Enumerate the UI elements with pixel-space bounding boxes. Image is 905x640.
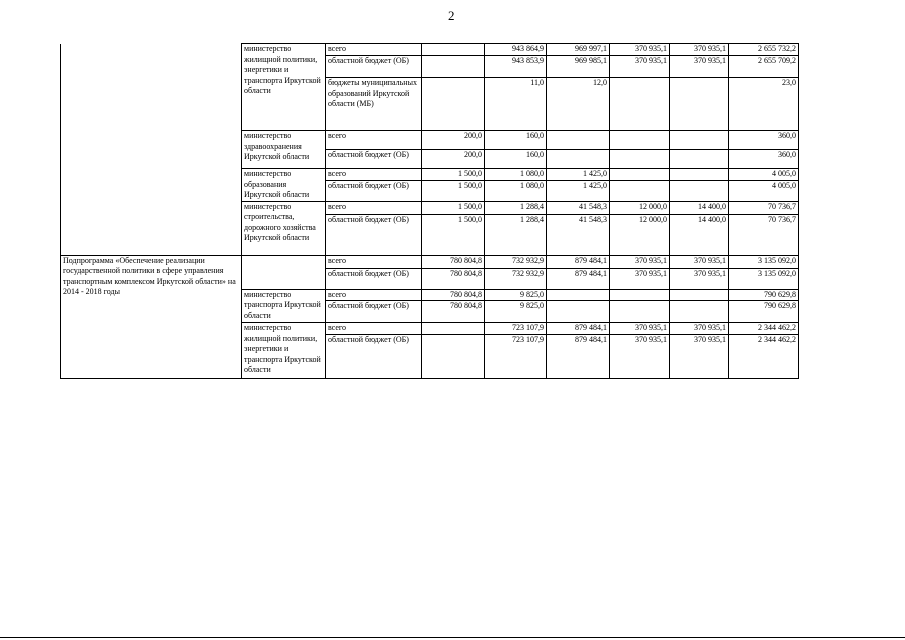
funding-source-cell: всего <box>326 44 422 56</box>
amount-cell: 1 080,0 <box>485 180 547 201</box>
amount-cell: 370 935,1 <box>610 268 670 289</box>
amount-cell: 370 935,1 <box>610 56 670 78</box>
amount-cell: 370 935,1 <box>610 255 670 268</box>
amount-cell <box>547 289 610 301</box>
amount-cell: 1 500,0 <box>422 169 485 181</box>
amount-cell: 12,0 <box>547 78 610 131</box>
page-bottom-border <box>0 637 905 638</box>
amount-cell: 200,0 <box>422 131 485 150</box>
amount-cell: 370 935,1 <box>670 44 729 56</box>
amount-cell: 41 548,3 <box>547 201 610 214</box>
funding-source-cell: областной бюджет (ОБ) <box>326 301 422 323</box>
amount-cell: 879 484,1 <box>547 268 610 289</box>
amount-cell <box>422 44 485 56</box>
amount-cell: 200,0 <box>422 150 485 169</box>
amount-cell: 11,0 <box>485 78 547 131</box>
amount-cell: 4 005,0 <box>729 180 799 201</box>
amount-cell: 790 629,8 <box>729 289 799 301</box>
amount-cell: 3 135 092,0 <box>729 268 799 289</box>
amount-cell: 370 935,1 <box>610 44 670 56</box>
program-name-cell <box>61 44 242 256</box>
amount-cell <box>670 301 729 323</box>
funding-source-cell: всего <box>326 255 422 268</box>
amount-cell <box>670 150 729 169</box>
agency-cell: министерство транспорта Иркутской области <box>242 289 326 323</box>
amount-cell: 23,0 <box>729 78 799 131</box>
amount-cell <box>610 180 670 201</box>
amount-cell: 1 500,0 <box>422 214 485 255</box>
amount-cell: 1 288,4 <box>485 201 547 214</box>
amount-cell: 969 985,1 <box>547 56 610 78</box>
agency-cell <box>242 255 326 289</box>
funding-source-cell: областной бюджет (ОБ) <box>326 56 422 78</box>
amount-cell: 2 655 732,2 <box>729 44 799 56</box>
amount-cell <box>422 56 485 78</box>
amount-cell: 360,0 <box>729 150 799 169</box>
amount-cell <box>610 131 670 150</box>
amount-cell <box>610 289 670 301</box>
amount-cell <box>670 78 729 131</box>
funding-source-cell: бюджеты муниципальных образований Иркутской области (МБ) <box>326 78 422 131</box>
agency-cell: министерство строительства, дорожного хозяйства Иркутской области <box>242 201 326 255</box>
funding-source-cell: областной бюджет (ОБ) <box>326 334 422 378</box>
funding-source-cell: всего <box>326 201 422 214</box>
amount-cell: 370 935,1 <box>670 323 729 335</box>
amount-cell: 2 344 462,2 <box>729 323 799 335</box>
amount-cell <box>547 150 610 169</box>
amount-cell: 9 825,0 <box>485 289 547 301</box>
amount-cell: 780 804,8 <box>422 255 485 268</box>
amount-cell: 780 804,8 <box>422 289 485 301</box>
amount-cell: 70 736,7 <box>729 214 799 255</box>
amount-cell: 14 400,0 <box>670 201 729 214</box>
amount-cell: 943 853,9 <box>485 56 547 78</box>
amount-cell: 70 736,7 <box>729 201 799 214</box>
funding-source-cell: областной бюджет (ОБ) <box>326 268 422 289</box>
amount-cell: 879 484,1 <box>547 255 610 268</box>
funding-source-cell: всего <box>326 323 422 335</box>
amount-cell: 370 935,1 <box>610 334 670 378</box>
amount-cell: 160,0 <box>485 131 547 150</box>
amount-cell: 723 107,9 <box>485 334 547 378</box>
amount-cell: 790 629,8 <box>729 301 799 323</box>
amount-cell: 370 935,1 <box>670 56 729 78</box>
page-number: 2 <box>448 8 455 23</box>
amount-cell <box>670 289 729 301</box>
amount-cell <box>547 131 610 150</box>
table-row <box>61 255 799 268</box>
amount-cell <box>670 169 729 181</box>
amount-cell: 969 997,1 <box>547 44 610 56</box>
amount-cell <box>610 169 670 181</box>
amount-cell: 1 500,0 <box>422 201 485 214</box>
amount-cell: 9 825,0 <box>485 301 547 323</box>
agency-cell: министерство здравоохранения Иркутской области <box>242 131 326 169</box>
amount-cell: 723 107,9 <box>485 323 547 335</box>
agency-cell: министерство образования Иркутской области <box>242 169 326 202</box>
amount-cell: 1 080,0 <box>485 169 547 181</box>
amount-cell <box>610 301 670 323</box>
amount-cell: 41 548,3 <box>547 214 610 255</box>
amount-cell: 943 864,9 <box>485 44 547 56</box>
funding-source-cell: всего <box>326 131 422 150</box>
amount-cell: 4 005,0 <box>729 169 799 181</box>
budget-table-body <box>61 44 799 379</box>
amount-cell <box>547 301 610 323</box>
amount-cell: 360,0 <box>729 131 799 150</box>
amount-cell: 780 804,8 <box>422 268 485 289</box>
budget-table <box>60 43 799 379</box>
amount-cell: 12 000,0 <box>610 201 670 214</box>
amount-cell: 1 425,0 <box>547 180 610 201</box>
program-name-cell: Подпрограмма «Обеспечение реализации государственной политики в сфере управления транспортным комплексом Иркутской области» на 2014 - 2018 годы <box>61 255 242 378</box>
amount-cell <box>670 131 729 150</box>
amount-cell <box>422 78 485 131</box>
amount-cell: 780 804,8 <box>422 301 485 323</box>
amount-cell <box>670 180 729 201</box>
funding-source-cell: всего <box>326 289 422 301</box>
amount-cell: 1 500,0 <box>422 180 485 201</box>
amount-cell: 3 135 092,0 <box>729 255 799 268</box>
amount-cell: 370 935,1 <box>670 255 729 268</box>
amount-cell <box>422 323 485 335</box>
amount-cell: 879 484,1 <box>547 334 610 378</box>
agency-cell: министерство жилищной политики, энергетики и транспорта Иркутской области <box>242 323 326 379</box>
table-row <box>61 44 799 56</box>
funding-source-cell: всего <box>326 169 422 181</box>
amount-cell <box>422 334 485 378</box>
amount-cell: 370 935,1 <box>670 334 729 378</box>
amount-cell <box>610 150 670 169</box>
amount-cell: 732 932,9 <box>485 255 547 268</box>
amount-cell: 2 344 462,2 <box>729 334 799 378</box>
amount-cell <box>610 78 670 131</box>
amount-cell: 370 935,1 <box>610 323 670 335</box>
amount-cell: 370 935,1 <box>670 268 729 289</box>
funding-source-cell: областной бюджет (ОБ) <box>326 214 422 255</box>
funding-source-cell: областной бюджет (ОБ) <box>326 150 422 169</box>
amount-cell: 879 484,1 <box>547 323 610 335</box>
amount-cell: 14 400,0 <box>670 214 729 255</box>
amount-cell: 160,0 <box>485 150 547 169</box>
amount-cell: 1 425,0 <box>547 169 610 181</box>
amount-cell: 732 932,9 <box>485 268 547 289</box>
amount-cell: 1 288,4 <box>485 214 547 255</box>
amount-cell: 12 000,0 <box>610 214 670 255</box>
agency-cell: министерство жилищной политики, энергетики и транспорта Иркутской области <box>242 44 326 131</box>
amount-cell: 2 655 709,2 <box>729 56 799 78</box>
funding-source-cell: областной бюджет (ОБ) <box>326 180 422 201</box>
